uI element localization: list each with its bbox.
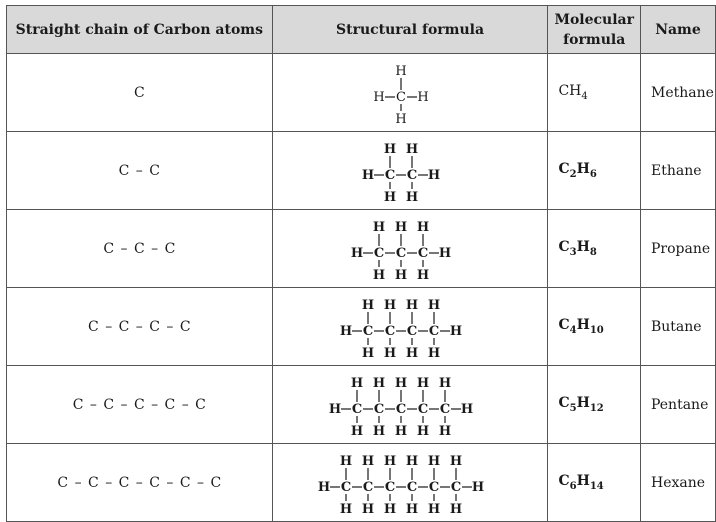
table-row bbox=[7, 132, 716, 210]
structural-cell bbox=[272, 210, 548, 288]
hydrogen-atom: H bbox=[361, 297, 375, 313]
name-cell: Pentane bbox=[640, 366, 715, 444]
hydrogen-atom: H bbox=[351, 245, 364, 261]
hydrogen-atom: H bbox=[373, 89, 385, 105]
hydrogen-atom: H bbox=[405, 297, 419, 313]
carbon-atom: C bbox=[362, 323, 374, 339]
molecular-formula: $C_2H_6$ bbox=[548, 132, 641, 210]
chain-cell: C – C bbox=[7, 132, 273, 210]
hydrogen-atom: H bbox=[372, 219, 386, 235]
molecular-formula: $C_3H_8$ bbox=[548, 210, 641, 288]
carbon-atom: C bbox=[395, 401, 407, 417]
carbon-atom: C bbox=[373, 245, 385, 261]
hydrogen-atom: H bbox=[383, 453, 397, 469]
hydrogen-atom: H bbox=[383, 297, 397, 313]
hydrogen-atom: H bbox=[460, 401, 474, 417]
carbon-atom: C bbox=[417, 401, 429, 417]
hydrogen-atom: H bbox=[362, 167, 375, 183]
molecular-formula: $CH_4$ bbox=[548, 54, 641, 132]
structural-formula bbox=[329, 373, 491, 437]
hydrogen-atom: H bbox=[383, 345, 397, 359]
chain-cell: C – C – C – C – C – C bbox=[7, 444, 273, 522]
carbon-atom: C bbox=[450, 479, 462, 495]
hydrogen-atom: H bbox=[416, 423, 430, 437]
header-chain: Straight chain of Carbon atoms bbox=[7, 6, 273, 54]
hydrogen-atom: H bbox=[361, 501, 375, 515]
hydrogen-atom: H bbox=[383, 501, 397, 515]
carbon-atom: C bbox=[340, 479, 352, 495]
hydrogen-atom: H bbox=[449, 501, 463, 515]
table-row bbox=[7, 444, 716, 522]
hydrogen-atom: H bbox=[427, 345, 441, 359]
structural-cell bbox=[272, 366, 548, 444]
chain-cell: C – C – C – C bbox=[7, 288, 273, 366]
hydrogen-atom: H bbox=[372, 423, 386, 437]
hydrogen-atom: H bbox=[416, 219, 430, 235]
hydrogen-atom: H bbox=[427, 297, 441, 313]
hydrogen-atom: H bbox=[438, 423, 452, 437]
hydrogen-atom: H bbox=[339, 453, 353, 469]
hydrogen-atom: H bbox=[394, 267, 408, 281]
carbon-atom: C bbox=[373, 401, 385, 417]
hydrogen-atom: H bbox=[417, 89, 429, 105]
structural-cell bbox=[272, 132, 548, 210]
molecular-formula: $C_6H_{14}$ bbox=[548, 444, 641, 522]
table-row bbox=[7, 288, 716, 366]
carbon-atom: C bbox=[439, 401, 451, 417]
structural-formula bbox=[340, 295, 480, 359]
hydrogen-atom: H bbox=[350, 375, 364, 391]
header-name: Name bbox=[640, 6, 715, 54]
carbon-atom: C bbox=[428, 323, 440, 339]
structural-formula bbox=[373, 61, 447, 125]
hydrogen-atom: H bbox=[427, 453, 441, 469]
header-molecular: Molecular formula bbox=[548, 6, 641, 54]
hydrogen-atom: H bbox=[339, 501, 353, 515]
structural-cell bbox=[272, 54, 548, 132]
carbon-atom: C bbox=[428, 479, 440, 495]
hydrogen-atom: H bbox=[438, 375, 452, 391]
hydrogen-atom: H bbox=[361, 453, 375, 469]
hydrogen-atom: H bbox=[438, 245, 452, 261]
hydrogen-atom: H bbox=[383, 141, 397, 157]
hydrogen-atom: H bbox=[405, 453, 419, 469]
carbon-atom: C bbox=[384, 323, 396, 339]
hydrogen-atom: H bbox=[361, 345, 375, 359]
header-row bbox=[7, 6, 716, 54]
table-row bbox=[7, 210, 716, 288]
carbon-atom: C bbox=[406, 479, 418, 495]
chain-cell: C – C – C bbox=[7, 210, 273, 288]
hydrogen-atom: H bbox=[427, 501, 441, 515]
structural-cell bbox=[272, 444, 548, 522]
carbon-atom: C bbox=[362, 479, 374, 495]
hydrogen-atom: H bbox=[395, 111, 407, 125]
carbon-atom: C bbox=[384, 479, 396, 495]
structural-formula bbox=[362, 139, 458, 203]
name-cell: Ethane bbox=[640, 132, 715, 210]
carbon-atom: C bbox=[406, 167, 418, 183]
hydrogen-atom: H bbox=[394, 423, 408, 437]
hydrogen-atom: H bbox=[416, 267, 430, 281]
molecular-formula: $C_5H_{12}$ bbox=[548, 366, 641, 444]
molecular-formula: $C_4H_{10}$ bbox=[548, 288, 641, 366]
structural-cell bbox=[272, 288, 548, 366]
name-cell: Propane bbox=[640, 210, 715, 288]
header-structural: Structural formula bbox=[272, 6, 548, 54]
hydrogen-atom: H bbox=[427, 167, 441, 183]
hydrogen-atom: H bbox=[340, 323, 353, 339]
structural-formula bbox=[318, 451, 502, 515]
carbon-atom: C bbox=[351, 401, 363, 417]
alkanes-table bbox=[6, 5, 716, 522]
hydrogen-atom: H bbox=[405, 501, 419, 515]
carbon-atom: C bbox=[384, 167, 396, 183]
hydrogen-atom: H bbox=[395, 63, 407, 79]
hydrogen-atom: H bbox=[471, 479, 485, 495]
carbon-atom: C bbox=[406, 323, 418, 339]
hydrogen-atom: H bbox=[405, 345, 419, 359]
hydrogen-atom: H bbox=[416, 375, 430, 391]
hydrogen-atom: H bbox=[372, 375, 386, 391]
hydrogen-atom: H bbox=[318, 479, 331, 495]
hydrogen-atom: H bbox=[405, 189, 419, 203]
name-cell: Methane bbox=[640, 54, 715, 132]
carbon-atom: C bbox=[395, 245, 407, 261]
hydrogen-atom: H bbox=[449, 453, 463, 469]
carbon-atom: C bbox=[396, 89, 407, 105]
table-row bbox=[7, 54, 716, 132]
name-cell: Hexane bbox=[640, 444, 715, 522]
hydrogen-atom: H bbox=[449, 323, 463, 339]
hydrogen-atom: H bbox=[329, 401, 342, 417]
hydrogen-atom: H bbox=[383, 189, 397, 203]
carbon-atom: C bbox=[417, 245, 429, 261]
structural-formula bbox=[351, 217, 469, 281]
hydrogen-atom: H bbox=[350, 423, 364, 437]
hydrogen-atom: H bbox=[405, 141, 419, 157]
hydrogen-atom: H bbox=[372, 267, 386, 281]
name-cell: Butane bbox=[640, 288, 715, 366]
hydrogen-atom: H bbox=[394, 219, 408, 235]
table-row bbox=[7, 366, 716, 444]
chain-cell: C – C – C – C – C bbox=[7, 366, 273, 444]
chain-cell: C bbox=[7, 54, 273, 132]
hydrogen-atom: H bbox=[394, 375, 408, 391]
